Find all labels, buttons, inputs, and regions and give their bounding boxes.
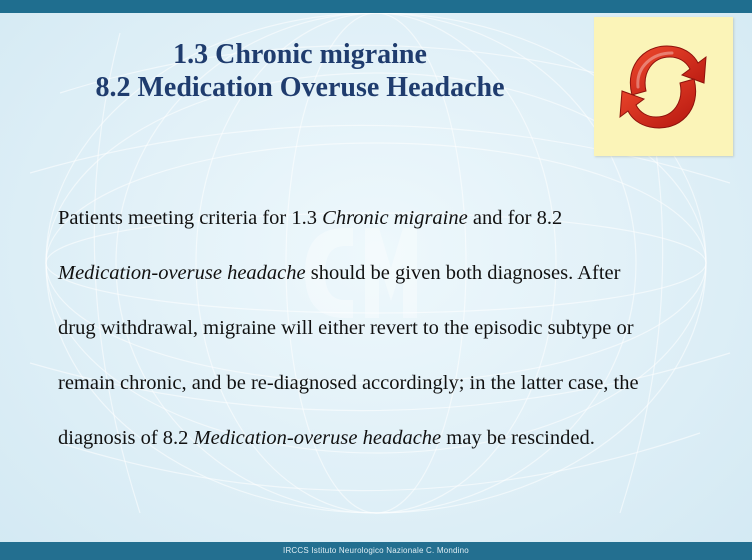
body-line-3: drug withdrawal, migraine will either revert to the episodic subtype or: [58, 317, 634, 339]
slide-title: [20, 38, 580, 104]
title-line-1: 1.3 Chronic migraine: [173, 39, 427, 70]
body-paragraph: [58, 191, 723, 466]
italic-term: Chronic migraine: [322, 207, 468, 229]
italic-term: Medication-overuse headache: [58, 262, 306, 284]
body-line-2: [58, 246, 723, 301]
body-line-5: [58, 411, 723, 466]
footer-text: IRCCS Istituto Neurologico Nazionale C. Mondino: [283, 546, 469, 555]
text-run: and for 8.2: [467, 207, 563, 229]
body-line-1: [58, 191, 723, 246]
top-bar: [0, 0, 752, 13]
red-arrows-cycle-icon: [594, 17, 733, 156]
italic-term: Medication-overuse headache: [193, 427, 442, 449]
text-run: should be given both diagnoses. After: [305, 262, 621, 284]
title-line-2: 8.2 Medication Overuse Headache: [95, 72, 505, 103]
text-run: Patients meeting criteria for 1.3: [58, 207, 323, 229]
body-line-4: remain chronic, and be re-diagnosed accordingly; in the latter case, the: [58, 372, 639, 394]
footer-bar: [0, 542, 752, 560]
text-run: diagnosis of 8.2: [58, 427, 194, 449]
text-run: may be rescinded.: [441, 427, 595, 449]
logo-box: [594, 17, 733, 156]
